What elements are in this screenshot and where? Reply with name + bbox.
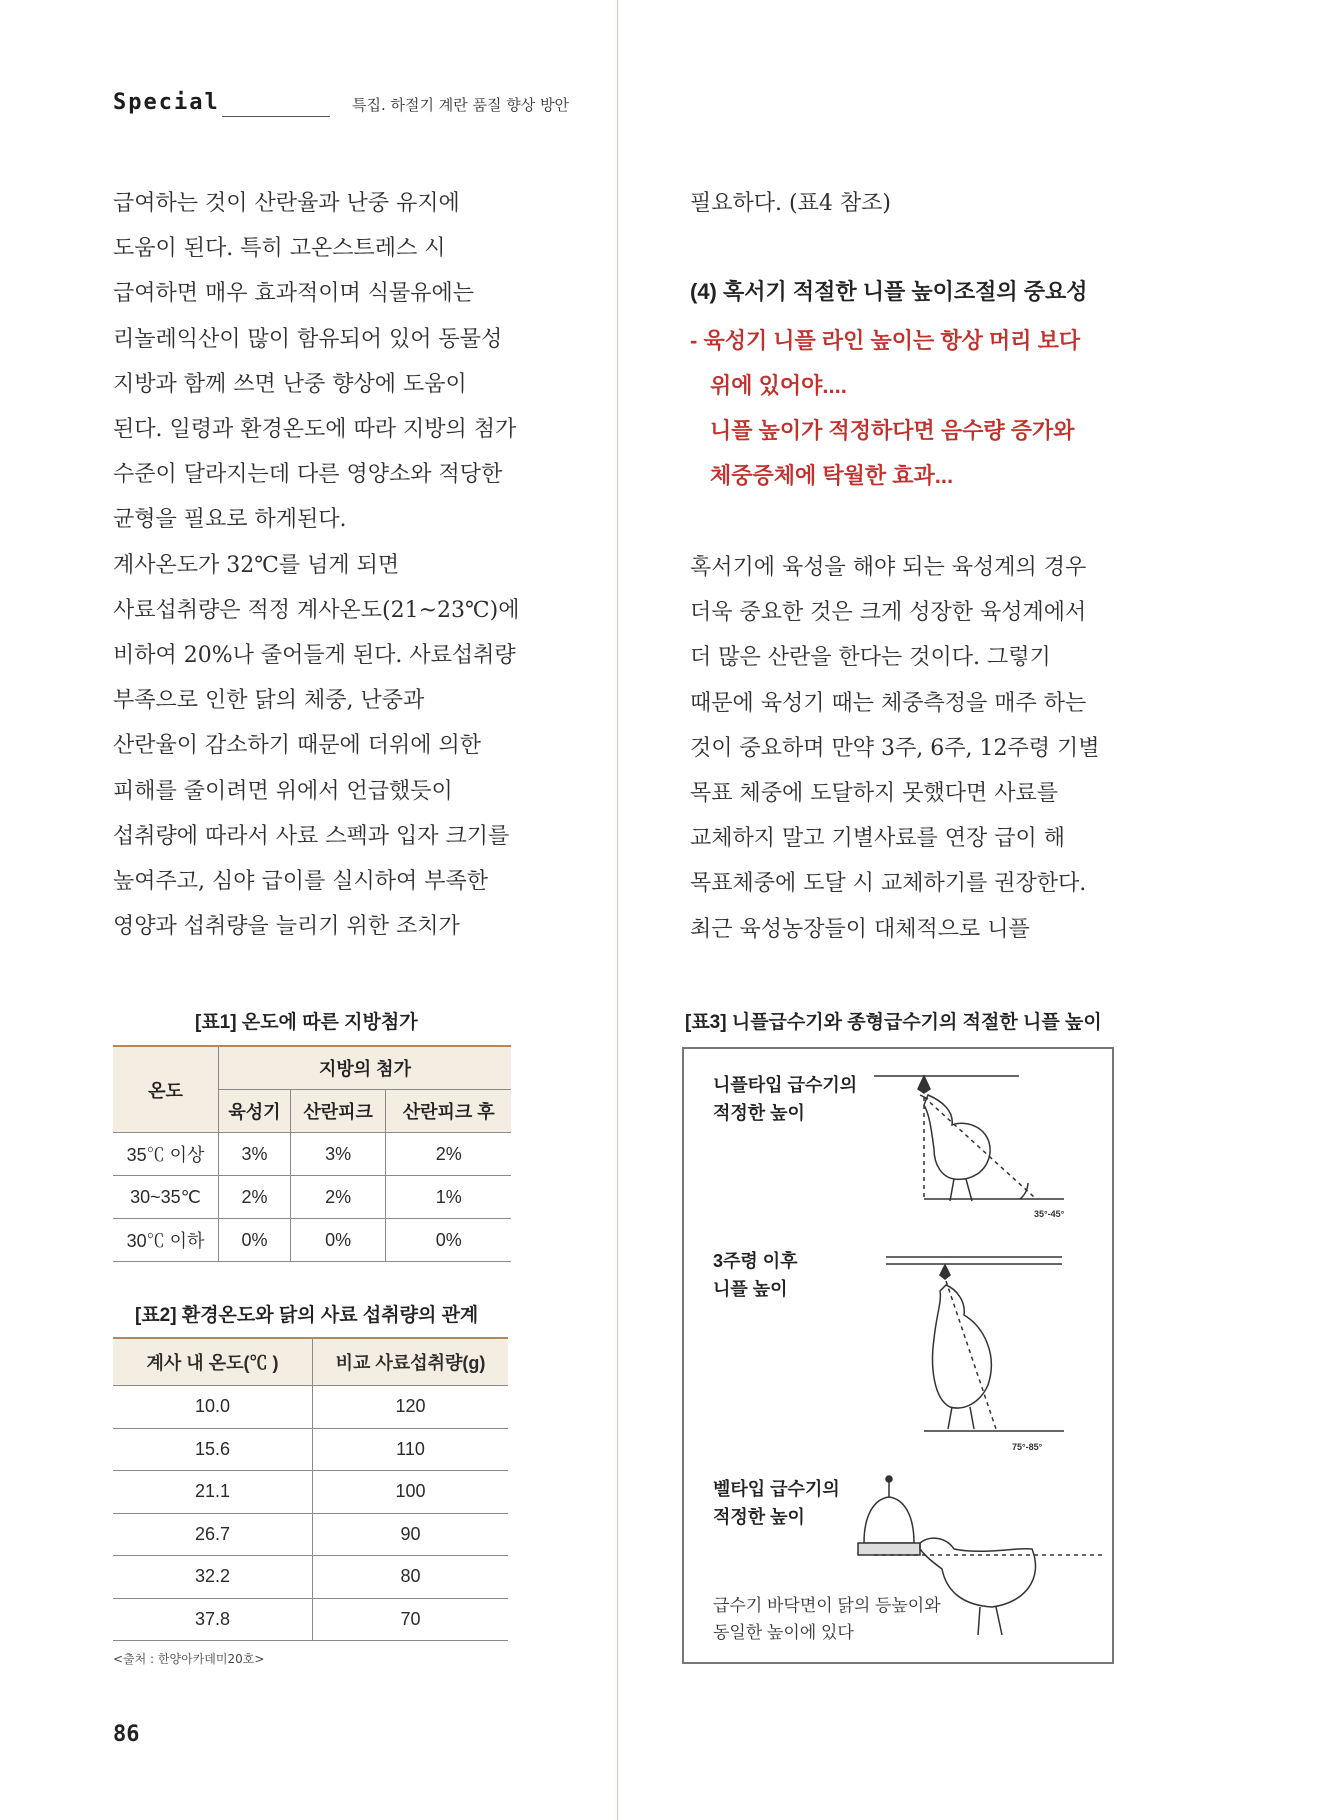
text-line: 교체하지 말고 기별사료를 연장 급이 해 xyxy=(690,826,1065,852)
fat-addition-table xyxy=(113,1045,511,1262)
table-header: 비교 사료섭취량(g) xyxy=(313,1338,509,1386)
page-number: 86 xyxy=(113,1722,140,1747)
text-line: 리놀레익산이 많이 함유되어 있어 동물성 xyxy=(113,326,503,352)
left-column-text xyxy=(113,181,519,949)
text-line: 산란율이 감소하기 때문에 더위에 의한 xyxy=(113,733,482,759)
table-cell: 26.7 xyxy=(113,1513,313,1556)
text-line: 때문에 육성기 때는 체중측정을 매주 하는 xyxy=(690,690,1087,716)
highlight-line: - 육성기 니플 라인 높이는 항상 머리 보다 xyxy=(690,328,1081,353)
highlight-line: 위에 있어야.... xyxy=(710,373,847,398)
table-row xyxy=(113,1176,511,1219)
text-line: 급여하면 매우 효과적이며 식물유에는 xyxy=(113,281,475,307)
column-divider xyxy=(617,0,618,1820)
source-note: <출처 : 한양아카데미20호> xyxy=(113,1652,265,1666)
table-cell: 21.1 xyxy=(113,1471,313,1514)
text-line: 높여주고, 심야 급이를 실시하여 부족한 xyxy=(113,869,488,895)
table-cell: 100 xyxy=(313,1471,509,1514)
table-cell: 30~35℃ xyxy=(113,1176,219,1219)
table1-caption: [표1] 온도에 따른 지방첨가 xyxy=(195,1012,418,1033)
table-row xyxy=(113,1386,508,1429)
table-cell: 80 xyxy=(313,1556,509,1599)
table-cell: 15.6 xyxy=(113,1428,313,1471)
text-line: 필요하다. (표4 참조) xyxy=(690,191,891,216)
text-line: 섭취량에 따라서 사료 스펙과 입자 크기를 xyxy=(113,823,510,849)
text-line: 피해를 줄이려면 위에서 언급했듯이 xyxy=(113,778,453,804)
table-cell: 0% xyxy=(386,1219,511,1262)
table-cell: 37.8 xyxy=(113,1598,313,1641)
text-line: 목표 체중에 도달하지 못했다면 사료를 xyxy=(690,781,1059,807)
nipple-height-figure xyxy=(682,1047,1114,1664)
table-row xyxy=(113,1428,508,1471)
table-row xyxy=(113,1219,511,1262)
text-line: 사료섭취량은 적정 계사온도(21~23℃)에 xyxy=(113,597,520,623)
table-cell: 2% xyxy=(386,1133,511,1176)
table-cell: 110 xyxy=(313,1428,509,1471)
highlight-block xyxy=(690,318,1080,498)
text-line: 더 많은 산란을 한다는 것이다. 그렇기 xyxy=(690,645,1051,671)
right-top-text xyxy=(690,181,891,226)
table-row xyxy=(113,1598,508,1641)
text-line: 수준이 달라지는데 다른 영양소와 적당한 xyxy=(113,462,503,488)
angle-label: 75°-85° xyxy=(1012,1442,1043,1452)
text-line: 계사온도가 32℃를 넘게 되면 xyxy=(113,552,400,578)
table-header: 산란피크 후 xyxy=(386,1090,511,1133)
table-cell: 32.2 xyxy=(113,1556,313,1599)
figure-label-line: 벨타입 급수기의 xyxy=(713,1479,840,1499)
table-header: 온도 xyxy=(113,1046,219,1133)
table-cell: 2% xyxy=(219,1176,291,1219)
text-line: 도움이 된다. 특히 고온스트레스 시 xyxy=(113,236,446,262)
table-row xyxy=(113,1556,508,1599)
table-cell: 30℃ 이하 xyxy=(113,1219,219,1262)
table-cell: 0% xyxy=(290,1219,385,1262)
text-line: 영양과 섭취량을 늘리기 위한 조치가 xyxy=(113,914,460,940)
text-line: 목표체중에 도달 시 교체하기를 권장한다. xyxy=(690,871,1087,897)
table-cell: 35℃ 이상 xyxy=(113,1133,219,1176)
table-cell: 3% xyxy=(219,1133,291,1176)
header-rule xyxy=(222,116,330,117)
table-header: 지방의 첨가 xyxy=(219,1046,512,1090)
figure-label-line: 니플 높이 xyxy=(713,1279,788,1299)
figure-label-line: 적정한 높이 xyxy=(713,1103,805,1123)
text-line: 균형을 필요로 하게된다. xyxy=(113,507,347,533)
table-cell: 120 xyxy=(313,1386,509,1429)
highlight-line: 체중증체에 탁월한 효과... xyxy=(710,463,954,488)
table-cell: 3% xyxy=(290,1133,385,1176)
text-line: 지방과 함께 쓰면 난중 향상에 도움이 xyxy=(113,371,467,397)
panel1-illustration xyxy=(874,1076,1064,1201)
table-cell: 0% xyxy=(219,1219,291,1262)
text-line: 된다. 일령과 환경온도에 따라 지방의 첨가 xyxy=(113,417,517,443)
header-title: 특집. 하절기 계란 품질 향상 방안 xyxy=(352,96,569,114)
highlight-line: 니플 높이가 적정하다면 음수량 증가와 xyxy=(710,418,1075,443)
text-line: 최근 육성농장들이 대체적으로 니플 xyxy=(690,916,1030,942)
section-label: Special xyxy=(113,90,220,115)
angle-label: 35°-45° xyxy=(1034,1209,1065,1219)
panel2-illustration xyxy=(886,1257,1064,1431)
chicken-illustrations xyxy=(684,1049,1112,1662)
figure-label-line: 니플타입 급수기의 xyxy=(713,1075,858,1095)
feed-intake-table xyxy=(113,1337,508,1641)
table-cell: 70 xyxy=(313,1598,509,1641)
text-line: 부족으로 인한 닭의 체중, 난중과 xyxy=(113,688,425,714)
panel3-illustration xyxy=(858,1476,1104,1635)
table-row xyxy=(113,1513,508,1556)
text-line: 비하여 20%나 줄어들게 된다. 사료섭취량 xyxy=(113,643,516,669)
figure-note-line: 동일한 높이에 있다 xyxy=(713,1623,854,1642)
right-column-text xyxy=(690,545,1099,952)
figure3-caption: [표3] 니플급수기와 종형급수기의 적절한 니플 높이 xyxy=(685,1012,1102,1033)
table-row xyxy=(113,1133,511,1176)
figure-note-line: 급수기 바닥면이 닭의 등높이와 xyxy=(713,1596,941,1615)
text-line: 것이 중요하며 만약 3주, 6주, 12주령 기별 xyxy=(690,735,1100,761)
section-heading: (4) 혹서기 적절한 니플 높이조절의 중요성 xyxy=(690,279,1088,304)
table-cell: 10.0 xyxy=(113,1386,313,1429)
table-header: 산란피크 xyxy=(290,1090,385,1133)
table-cell: 1% xyxy=(386,1176,511,1219)
figure-label-line: 적정한 높이 xyxy=(713,1507,805,1527)
table2-caption: [표2] 환경온도와 닭의 사료 섭취량의 관계 xyxy=(135,1305,479,1326)
table-row xyxy=(113,1471,508,1514)
text-line: 혹서기에 육성을 해야 되는 육성계의 경우 xyxy=(690,555,1087,580)
table-header: 계사 내 온도(℃ ) xyxy=(113,1338,313,1386)
text-line: 더욱 중요한 것은 크게 성장한 육성계에서 xyxy=(690,600,1087,626)
text-line: 급여하는 것이 산란율과 난중 유지에 xyxy=(113,191,460,216)
figure-label-line: 3주령 이후 xyxy=(713,1251,798,1271)
table-cell: 90 xyxy=(313,1513,509,1556)
table-header: 육성기 xyxy=(219,1090,291,1133)
table-cell: 2% xyxy=(290,1176,385,1219)
